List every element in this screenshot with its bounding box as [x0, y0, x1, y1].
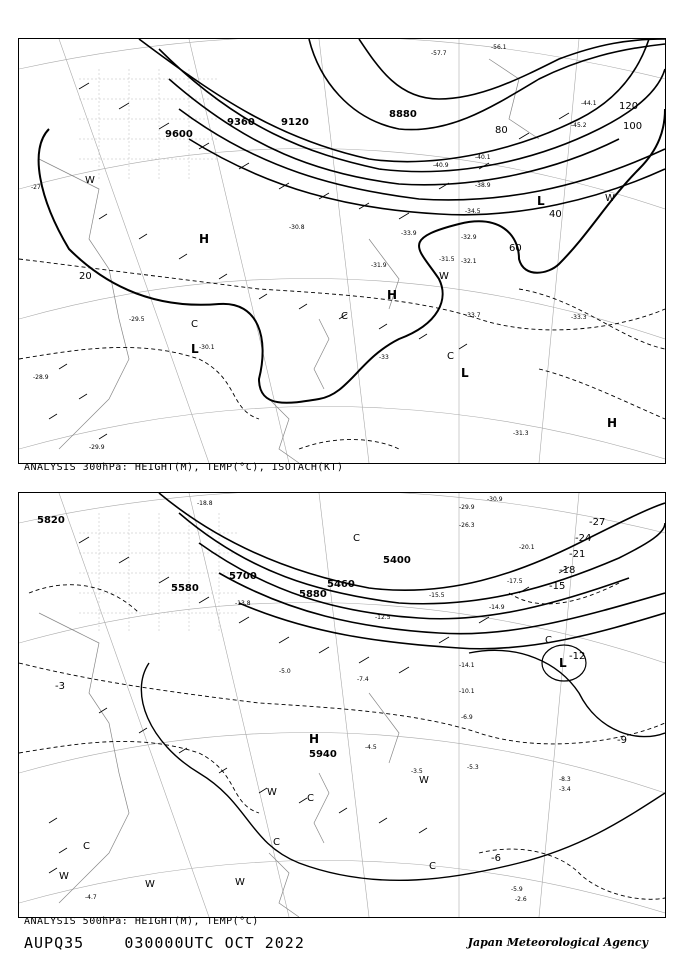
temp-sample: -13.8: [235, 600, 251, 607]
wind-barbs: [49, 537, 569, 873]
temp-sample: -20.1: [519, 544, 535, 551]
height-label: 8880: [389, 109, 417, 120]
outer-height-contour: [141, 650, 665, 880]
height-label: 5880: [299, 589, 327, 600]
temp-sample: -44.1: [581, 100, 597, 107]
temp-sample: -3.5: [411, 768, 423, 775]
temp-sample: -33: [379, 354, 389, 361]
cold-center-label: C: [429, 861, 436, 872]
low-center-label: L: [461, 366, 469, 380]
temp-sample: -17.5: [507, 578, 523, 585]
temp-sample: -33.9: [401, 230, 417, 237]
isotach-label: 80: [495, 125, 508, 136]
temp-sample: -3.4: [559, 786, 571, 793]
low-center-label: L: [559, 656, 567, 670]
isotherm-label: -15: [549, 581, 566, 592]
temp-sample: -7.4: [357, 676, 369, 683]
temp-sample: -30.8: [289, 224, 305, 231]
temp-sample: -30.9: [487, 496, 503, 503]
temp-sample: -6.9: [461, 714, 473, 721]
cold-center-label: C: [447, 351, 454, 362]
isotherm-label: -3: [55, 681, 65, 692]
height-label: 9120: [281, 117, 309, 128]
temp-sample: -18.8: [197, 500, 213, 507]
temp-sample: -14.1: [459, 662, 475, 669]
temp-sample: -4.5: [365, 744, 377, 751]
agency-credit: Japan Meteorological Agency: [467, 936, 648, 949]
temp-sample: -29.5: [129, 316, 145, 323]
temp-sample: -4.7: [85, 894, 97, 901]
low-center-label: L: [191, 342, 199, 356]
temp-sample: -29.9: [89, 444, 105, 451]
height-label: 5460: [327, 579, 355, 590]
high-center-label: H: [607, 416, 618, 430]
temp-sample: -2.6: [515, 896, 527, 903]
temp-sample: -28.9: [33, 374, 49, 381]
temp-sample: -5.3: [467, 764, 479, 771]
cold-center-label: C: [545, 635, 552, 646]
cold-center-label: C: [353, 533, 360, 544]
isotherm-label: -27: [589, 517, 606, 528]
isotherm-label: -12: [569, 651, 586, 662]
temp-sample: -12.5: [375, 614, 391, 621]
cold-center-label: C: [307, 793, 314, 804]
temp-sample: -38.9: [475, 182, 491, 189]
high-center-label: H: [387, 288, 398, 302]
warm-center-label: W: [59, 871, 69, 882]
chart-500hpa: [18, 492, 666, 918]
temp-sample: -26.3: [459, 522, 475, 529]
temp-sample: -33.7: [465, 312, 481, 319]
isotherms: [19, 259, 665, 449]
chart-code: AUPQ35: [24, 934, 85, 952]
temp-sample: -31.3: [513, 430, 529, 437]
height-label: 9600: [165, 129, 193, 140]
temp-sample: -29.9: [459, 504, 475, 511]
cold-center-label: C: [273, 837, 280, 848]
jet-hatch: [79, 69, 219, 179]
cold-hatch: [79, 513, 239, 633]
isotherm-label: -21: [569, 549, 586, 560]
isotach-label: 20: [79, 271, 92, 282]
warm-center-label: W: [235, 877, 245, 888]
isotach-label: 100: [623, 121, 643, 132]
temp-sample: -30.1: [199, 344, 215, 351]
temp-sample: -5.0: [279, 668, 291, 675]
caption-300hpa: ANALYSIS 300hPa: HEIGHT(M), TEMP(°C), ISOTACH(KT): [24, 462, 344, 473]
temp-sample: -57.7: [431, 50, 447, 57]
cold-center-label: C: [83, 841, 90, 852]
height-label: 5580: [171, 583, 199, 594]
temp-sample: -5.9: [511, 886, 523, 893]
temp-sample: -32.9: [461, 234, 477, 241]
chart-300hpa: [18, 38, 666, 464]
height-label: 5400: [383, 555, 411, 566]
caption-500hpa: ANALYSIS 500hPa: HEIGHT(M), TEMP(°C): [24, 916, 259, 927]
temp-sample: -15.5: [429, 592, 445, 599]
low-center-label: L: [537, 194, 545, 208]
temp-sample: -45.2: [571, 122, 587, 129]
isotach-label: 60: [509, 243, 522, 254]
temp-sample: -40.9: [433, 162, 449, 169]
isotherms: [19, 583, 665, 899]
temp-sample: -31.9: [371, 262, 387, 269]
temp-sample: -14.9: [489, 604, 505, 611]
isotach-label: 40: [549, 209, 562, 220]
chart-datetime: 030000UTC OCT 2022: [124, 934, 305, 952]
temp-sample: -27: [31, 184, 41, 191]
warm-center-label: W: [439, 271, 449, 282]
temp-sample: -33.3: [571, 314, 587, 321]
coastlines: [39, 613, 399, 917]
chart-300hpa-map: [19, 39, 665, 463]
chart-code-and-datetime: [24, 934, 305, 952]
temp-sample: -32.1: [461, 258, 477, 265]
temp-sample: -10.1: [459, 688, 475, 695]
isotherm-label: -24: [575, 533, 592, 544]
height-label: 5820: [37, 515, 65, 526]
high-center-label: H: [309, 732, 320, 746]
warm-center-label: W: [85, 175, 95, 186]
wind-barbs: [49, 83, 569, 439]
lat-lon-grid: [19, 39, 665, 463]
isotherm-label: -18: [559, 565, 576, 576]
temp-sample: -56.1: [491, 44, 507, 51]
high-center-label: H: [199, 232, 210, 246]
warm-center-label: W: [605, 193, 615, 204]
height-label: 5940: [309, 749, 337, 760]
isotach-label: 120: [619, 101, 639, 112]
isotach-20: [39, 109, 665, 403]
height-label: 9360: [227, 117, 255, 128]
warm-center-label: W: [419, 775, 429, 786]
temp-sample: -8.3: [559, 776, 571, 783]
warm-center-label: W: [145, 879, 155, 890]
cold-center-label: C: [191, 319, 198, 330]
warm-center-label: W: [267, 787, 277, 798]
chart-500hpa-map: [19, 493, 665, 917]
height-label: 5700: [229, 571, 257, 582]
cold-center-label: C: [341, 311, 348, 322]
temp-sample: -34.5: [465, 208, 481, 215]
temp-sample: -31.5: [439, 256, 455, 263]
temp-sample: -40.1: [475, 154, 491, 161]
isotherm-label: -6: [491, 853, 501, 864]
isotherm-label: -9: [617, 735, 627, 746]
